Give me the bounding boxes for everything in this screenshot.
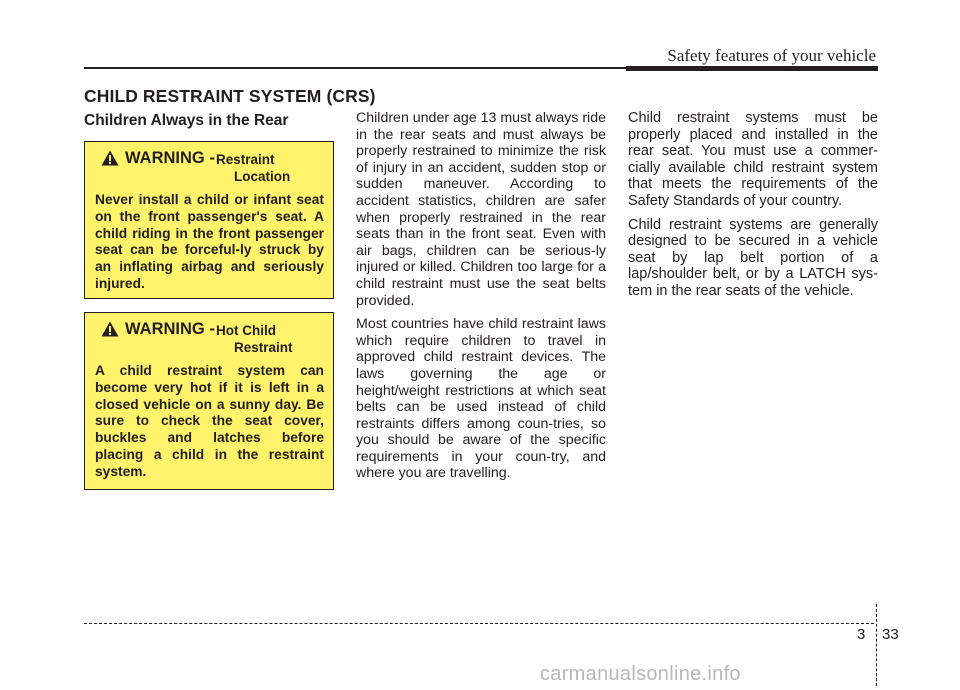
- warning-body: A child restraint system can become very hot if it is left in a closed vehicle on a sunny day. Be sure to check the seat cover, buckles and latches before placing a child in the restraint system.: [95, 363, 324, 479]
- paragraph: Most countries have child restraint laws which require children to travel in approved child restraint devices. The laws governing the age or height/weight restrictions at which seat belts can be used instead of child restraints differs among coun-tries, so you should be aware of the specific requirements in your coun-try, and where you are travelling.: [356, 316, 606, 482]
- warning-subtitle-line2: Location: [234, 169, 291, 184]
- warning-header: [95, 150, 324, 190]
- warning-label: WARNING -: [125, 149, 215, 167]
- footer-rule: [84, 623, 874, 624]
- chapter-number: 3: [857, 626, 866, 643]
- warning-label: WARNING -: [125, 320, 215, 338]
- header-title: Safety features of your vehicle: [667, 46, 876, 65]
- warning-triangle-icon: [101, 321, 119, 337]
- body-column-right: [628, 110, 878, 307]
- section-heading: CHILD RESTRAINT SYSTEM (CRS): [84, 86, 376, 106]
- warning-box-restraint-location: [84, 141, 334, 299]
- warning-subtitle: [216, 151, 290, 185]
- paragraph: Child restraint systems are generally designed to be secured in a vehicle seat by lap belt portion of a lap/shoulder belt, or by a LATCH sys-tem in the rear seats of the vehicle.: [628, 216, 878, 299]
- footer-divider: [876, 604, 877, 686]
- warning-subtitle: [216, 322, 293, 356]
- warning-body: Never install a child or infant seat on the front passenger's seat. A child riding in the front passenger seat can be forceful-ly struck by an inflating airbag and seriously injured.: [95, 192, 324, 291]
- body-column-middle: [356, 110, 606, 489]
- warning-subtitle-line1: Hot Child: [216, 323, 276, 338]
- watermark: carmanualsonline.info: [540, 663, 741, 685]
- paragraph: Children under age 13 must always ride in the rear seats and must always be properly restrained to minimize the risk of injury in an accident, sudden stop or sudden maneuver. According to accident statistics, children are safer when properly restrained in the rear seats than in the front seat. Even with air bags, children can be serious-ly injured or killed. Children too large for a child restraint must use the seat belts provided.: [356, 110, 606, 309]
- warning-subtitle-line1: Restraint: [216, 152, 275, 167]
- warning-header: [95, 321, 324, 361]
- page-number: 33: [882, 626, 899, 643]
- header-rule-accent: [626, 66, 878, 71]
- warning-subtitle-line2: Restraint: [234, 340, 293, 355]
- warning-triangle-icon: [101, 150, 119, 166]
- paragraph: Child restraint systems must be properly placed and installed in the rear seat. You must use a commer-cially available child restraint system that meets the requirements of the Safety Standards of your country.: [628, 110, 878, 209]
- subheading: Children Always in the Rear: [84, 112, 289, 129]
- warning-box-hot-child-restraint: [84, 312, 334, 490]
